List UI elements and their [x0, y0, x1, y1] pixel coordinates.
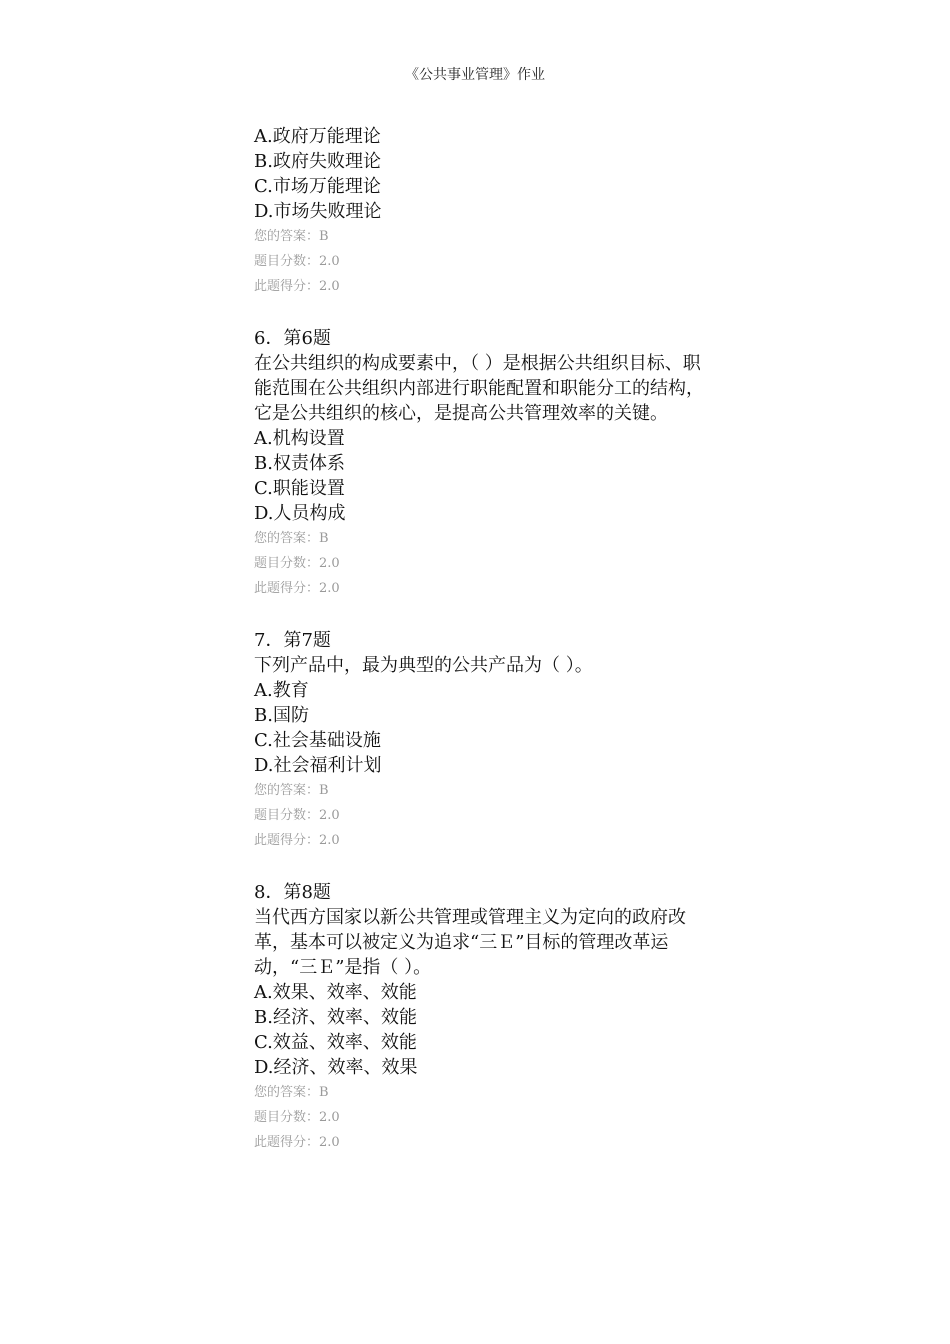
option-c: C.效益、效率、效能	[254, 1032, 417, 1053]
earned-score: 此题得分：2.0	[254, 833, 340, 848]
option-c: C.社会基础设施	[254, 730, 381, 751]
question-heading: 8．第8题	[254, 882, 331, 903]
option-c: C.职能设置	[254, 478, 345, 499]
option-a: A.政府万能理论	[254, 126, 381, 147]
option-a: A.效果、效率、效能	[254, 982, 417, 1003]
question-score: 题目分数：2.0	[254, 556, 340, 571]
option-b: B.权责体系	[254, 453, 345, 474]
question-list	[254, 124, 706, 1155]
question-8	[254, 880, 706, 1155]
question-stem: 在公共组织的构成要素中，（ ）是根据公共组织目标、职能范围在公共组织内部进行职能配置和职能分工的结构，它是公共组织的核心，是提高公共管理效率的关键。	[254, 353, 704, 424]
your-answer: 您的答案：B	[254, 229, 329, 244]
earned-score: 此题得分：2.0	[254, 1135, 340, 1150]
your-answer: 您的答案：B	[254, 1085, 329, 1100]
question-score: 题目分数：2.0	[254, 254, 340, 269]
earned-score: 此题得分：2.0	[254, 279, 340, 294]
question-heading: 7．第7题	[254, 630, 331, 651]
option-c: C.市场万能理论	[254, 176, 381, 197]
question-5	[254, 124, 706, 299]
option-b: B.政府失败理论	[254, 151, 381, 172]
question-score: 题目分数：2.0	[254, 808, 340, 823]
your-answer: 您的答案：B	[254, 783, 329, 798]
option-b: B.经济、效率、效能	[254, 1007, 417, 1028]
earned-score: 此题得分：2.0	[254, 581, 340, 596]
question-6	[254, 326, 706, 601]
page-title: 《公共事业管理》作业	[405, 67, 545, 83]
option-d: D.人员构成	[254, 503, 346, 524]
question-7	[254, 628, 706, 853]
option-d: D.市场失败理论	[254, 201, 382, 222]
option-b: B.国防	[254, 705, 309, 726]
option-d: D.经济、效率、效果	[254, 1057, 418, 1078]
option-d: D.社会福利计划	[254, 755, 382, 776]
question-stem: 当代西方国家以新公共管理或管理主义为定向的政府改革，基本可以被定义为追求“三Ｅ”目标的管理改革运动，“三Ｅ”是指（ ）。	[254, 907, 686, 978]
option-a: A.机构设置	[254, 428, 345, 449]
your-answer: 您的答案：B	[254, 531, 329, 546]
question-stem: 下列产品中，最为典型的公共产品为（ ）。	[254, 655, 593, 676]
option-a: A.教育	[254, 680, 309, 701]
question-heading: 6．第6题	[254, 328, 331, 349]
question-score: 题目分数：2.0	[254, 1110, 340, 1125]
